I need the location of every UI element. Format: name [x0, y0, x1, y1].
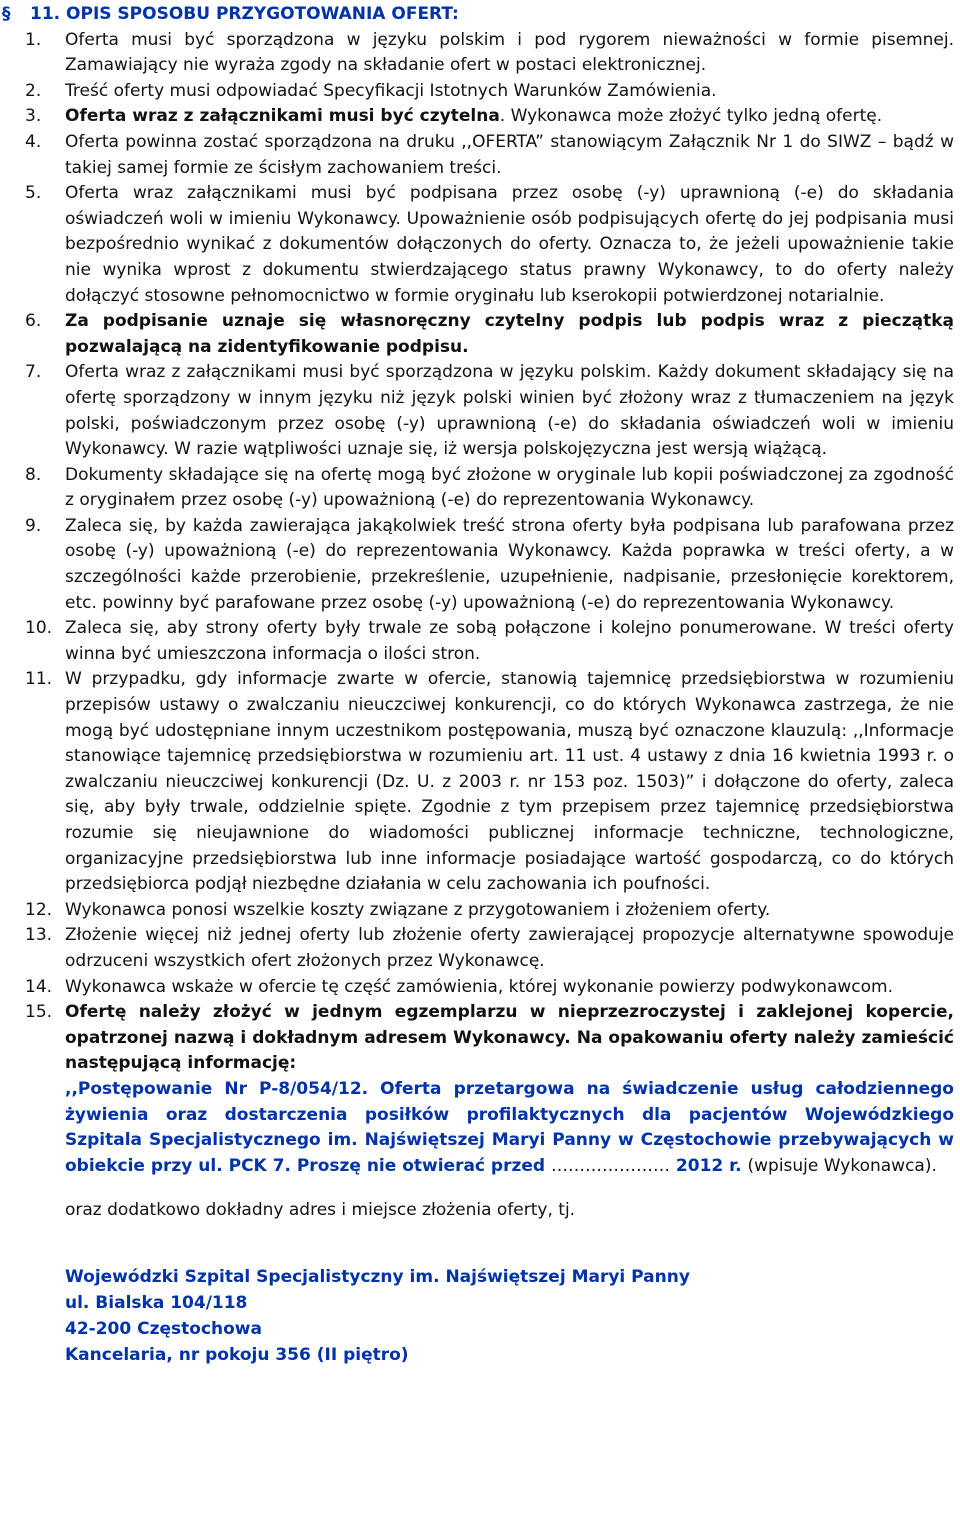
item-number: 8.: [25, 464, 42, 485]
envelope-label-main: ,,Postępowanie Nr P-8/054/12. Oferta przetargowa na świadczenie usług całodziennego żywienia oraz dostarczenia posiłków profilaktycznych dla pacjentów Wojewódzkiego Szpitala Specjalistycznego im. Najświętszej Maryi Panny w Częstochowie przebywających w obiekcie przy ul. PCK 7. Proszę nie otwierać przed: [65, 1078, 954, 1176]
item-number: 10.: [25, 618, 53, 639]
list-item: [2, 104, 954, 130]
item-number: 11.: [25, 669, 53, 690]
item-text: Oferta wraz załącznikami musi być podpisana przez osobę (-y) uprawnioną (-e) do składania oświadczeń woli w imieniu Wykonawcy. Upoważnienie osób podpisujących ofertę do jej podpisania musi bezpośrednio wynikać z dokumentów dołączonych do oferty. Oznacza to, że jeżeli upoważnienie takie nie wynika wprost z dokumentu stwierdzającego status prawny Wykonawcy, to do oferty należy dołączyć stosowne pełnomocnictwo w formie oryginału lub kserokopii potwierdzonej notarialnie.: [65, 183, 954, 306]
item-text: Wykonawca ponosi wszelkie koszty związane z przygotowaniem i złożeniem oferty.: [65, 899, 771, 920]
item-bold-text: Oferta wraz z załącznikami musi być czytelna: [65, 106, 500, 127]
item-number: 3.: [25, 106, 42, 127]
delivery-address: [65, 1264, 954, 1368]
item-number: 13.: [25, 925, 53, 946]
item-number: 5.: [25, 183, 42, 204]
list-item: [2, 923, 954, 974]
item-text: Dokumenty składające się na ofertę mogą być złożone w oryginale lub kopii poświadczonej za zgodność z oryginałem przez osobę (-y) upoważnioną (-e) do reprezentowania Wykonawcy.: [65, 464, 954, 511]
item-number: 15.: [25, 1002, 53, 1023]
list-item: [2, 514, 954, 616]
section-symbol: §: [2, 4, 11, 24]
item-number: 14.: [25, 976, 53, 997]
item-text: Oferta powinna zostać sporządzona na druku ,,OFERTA” stanowiącym Załącznik Nr 1 do SIWZ – bądź w takiej samej formie ze ścisłym zachowaniem treści.: [65, 131, 954, 178]
item-bold-text: Ofertę należy złożyć w jednym egzemplarzu w nieprzezroczystej i zaklejonej kopercie, opatrzonej nazwą i dokładnym adresem Wykonawcy. Na opakowaniu oferty należy zamieścić następującą informację:: [65, 1002, 954, 1074]
item-text: Treść oferty musi odpowiadać Specyfikacji Istotnych Warunków Zamówienia.: [65, 80, 717, 101]
address-line-office: Kancelaria, nr pokoju 356 (II piętro): [65, 1344, 409, 1365]
envelope-label-text: [65, 1077, 954, 1179]
item-text: . Wykonawca może złożyć tylko jedną ofertę.: [499, 106, 883, 127]
section-heading-text: 11. OPIS SPOSOBU PRZYGOTOWANIA OFERT:: [30, 4, 459, 24]
list-item: [2, 898, 954, 924]
address-line-city: 42-200 Częstochowa: [65, 1318, 262, 1339]
envelope-label-note: (wpisuje Wykonawca).: [747, 1155, 937, 1176]
item-text: Oferta wraz z załącznikami musi być sporządzona w języku polskim. Każdy dokument składający się na ofertę sporządzony w innym języku niż język polski winien być złożony wraz z tłumaczeniem na język polski, poświadczonym przez osobę (-y) uprawnioną (-e) do składania oświadczeń woli w imieniu Wykonawcy. W razie wątpliwości uznaje się, iż wersja polskojęzyczna jest wersją wiążącą.: [65, 362, 954, 460]
item-text: Złożenie więcej niż jednej oferty lub złożenie oferty zawierającej propozycje alternatywne spowoduje odrzuceni wszystkich ofert złożonych przez Wykonawcę.: [65, 925, 954, 971]
envelope-label-year: 2012 r.: [675, 1155, 742, 1176]
item-number: 9.: [25, 515, 42, 536]
item-text: Zaleca się, by każda zawierająca jakąkolwiek treść strona oferty była podpisana lub parafowana przez osobę (-y) upoważnioną (-e) do reprezentowania Wykonawcy. Każda poprawka w treści oferty, a w szczególności każde przerobienie, przekreślenie, uzupełnienie, nadpisanie, przesłonięcie korektorem, etc. powinny być parafowane przez osobę (-y) upoważnioną (-e) do reprezentowania Wykonawcy.: [65, 515, 954, 613]
item-number: 6.: [25, 311, 42, 332]
item-text: Wykonawca wskaże w ofercie tę część zamówienia, której wykonanie powierzy podwykonawcom.: [65, 976, 893, 997]
item-number: 7.: [25, 362, 42, 383]
list-item: [2, 360, 954, 462]
list-item: [2, 130, 954, 181]
section-heading: [2, 0, 954, 28]
list-item: [2, 1000, 954, 1077]
envelope-label-block: [2, 1077, 954, 1368]
list-item: [2, 181, 954, 309]
date-placeholder-dots: …………………: [551, 1155, 670, 1176]
list-item: [2, 79, 954, 105]
list-item: [2, 975, 954, 1001]
item-bold-text: Za podpisanie uznaje się własnoręczny czytelny podpis lub podpis wraz z pieczątką pozwalającą na zidentyfikowanie podpisu.: [65, 311, 954, 357]
item-number: 12.: [25, 899, 53, 920]
item-number: 1.: [25, 29, 42, 50]
list-item: [2, 667, 954, 897]
item-number: 2.: [25, 80, 42, 101]
address-line-institution: Wojewódzki Szpital Specjalistyczny im. Najświętszej Maryi Panny: [65, 1266, 690, 1287]
list-item: [2, 463, 954, 514]
list-item: [2, 309, 954, 360]
document-page: [2, 0, 954, 1368]
item-text: W przypadku, gdy informacje zwarte w ofercie, stanowią tajemnicę przedsiębiorstwa w rozumieniu przepisów ustawy o zwalczaniu nieuczciwej konkurencji, co do których Wykonawca zastrzega, że nie mogą być udostępniane innym uczestnikom postępowania, muszą być oznaczone klauzulą: ,,Informacje stanowiące tajemnicę przedsiębiorstwa w rozumieniu art. 11 ust. 4 ustawy z dnia 16 kwietnia 1993 r. o zwalczaniu nieuczciwej konkurencji (Dz. U. z 2003 r. nr 153 poz. 1503)” i dołączone do oferty, zaleca się, aby były trwale, oddzielnie spięte. Zgodnie z tym przepisem przez tajemnicę przedsiębiorstwa rozumie się nieujawnione do wiadomości publicznej informacje techniczne, technologiczne, organizacyjne przedsiębiorstwa lub inne informacje posiadające wartość gospodarczą, co do których przedsiębiorca podjął niezbędne działania w celu zachowania ich poufności.: [65, 669, 954, 895]
list-item: [2, 616, 954, 667]
requirements-list: [2, 28, 954, 1077]
item-text: Zaleca się, aby strony oferty były trwale ze sobą połączone i kolejno ponumerowane. W treści oferty winna być umieszczona informacja o ilości stron.: [65, 618, 954, 664]
item-text: Oferta musi być sporządzona w języku polskim i pod rygorem nieważności w formie pisemnej. Zamawiający nie wyraża zgody na składanie ofert w postaci elektronicznej.: [65, 29, 954, 76]
item-number: 4.: [25, 131, 42, 152]
address-line-street: ul. Bialska 104/118: [65, 1292, 248, 1313]
address-intro: oraz dodatkowo dokładny adres i miejsce złożenia oferty, tj.: [65, 1200, 576, 1221]
list-item: [2, 28, 954, 79]
